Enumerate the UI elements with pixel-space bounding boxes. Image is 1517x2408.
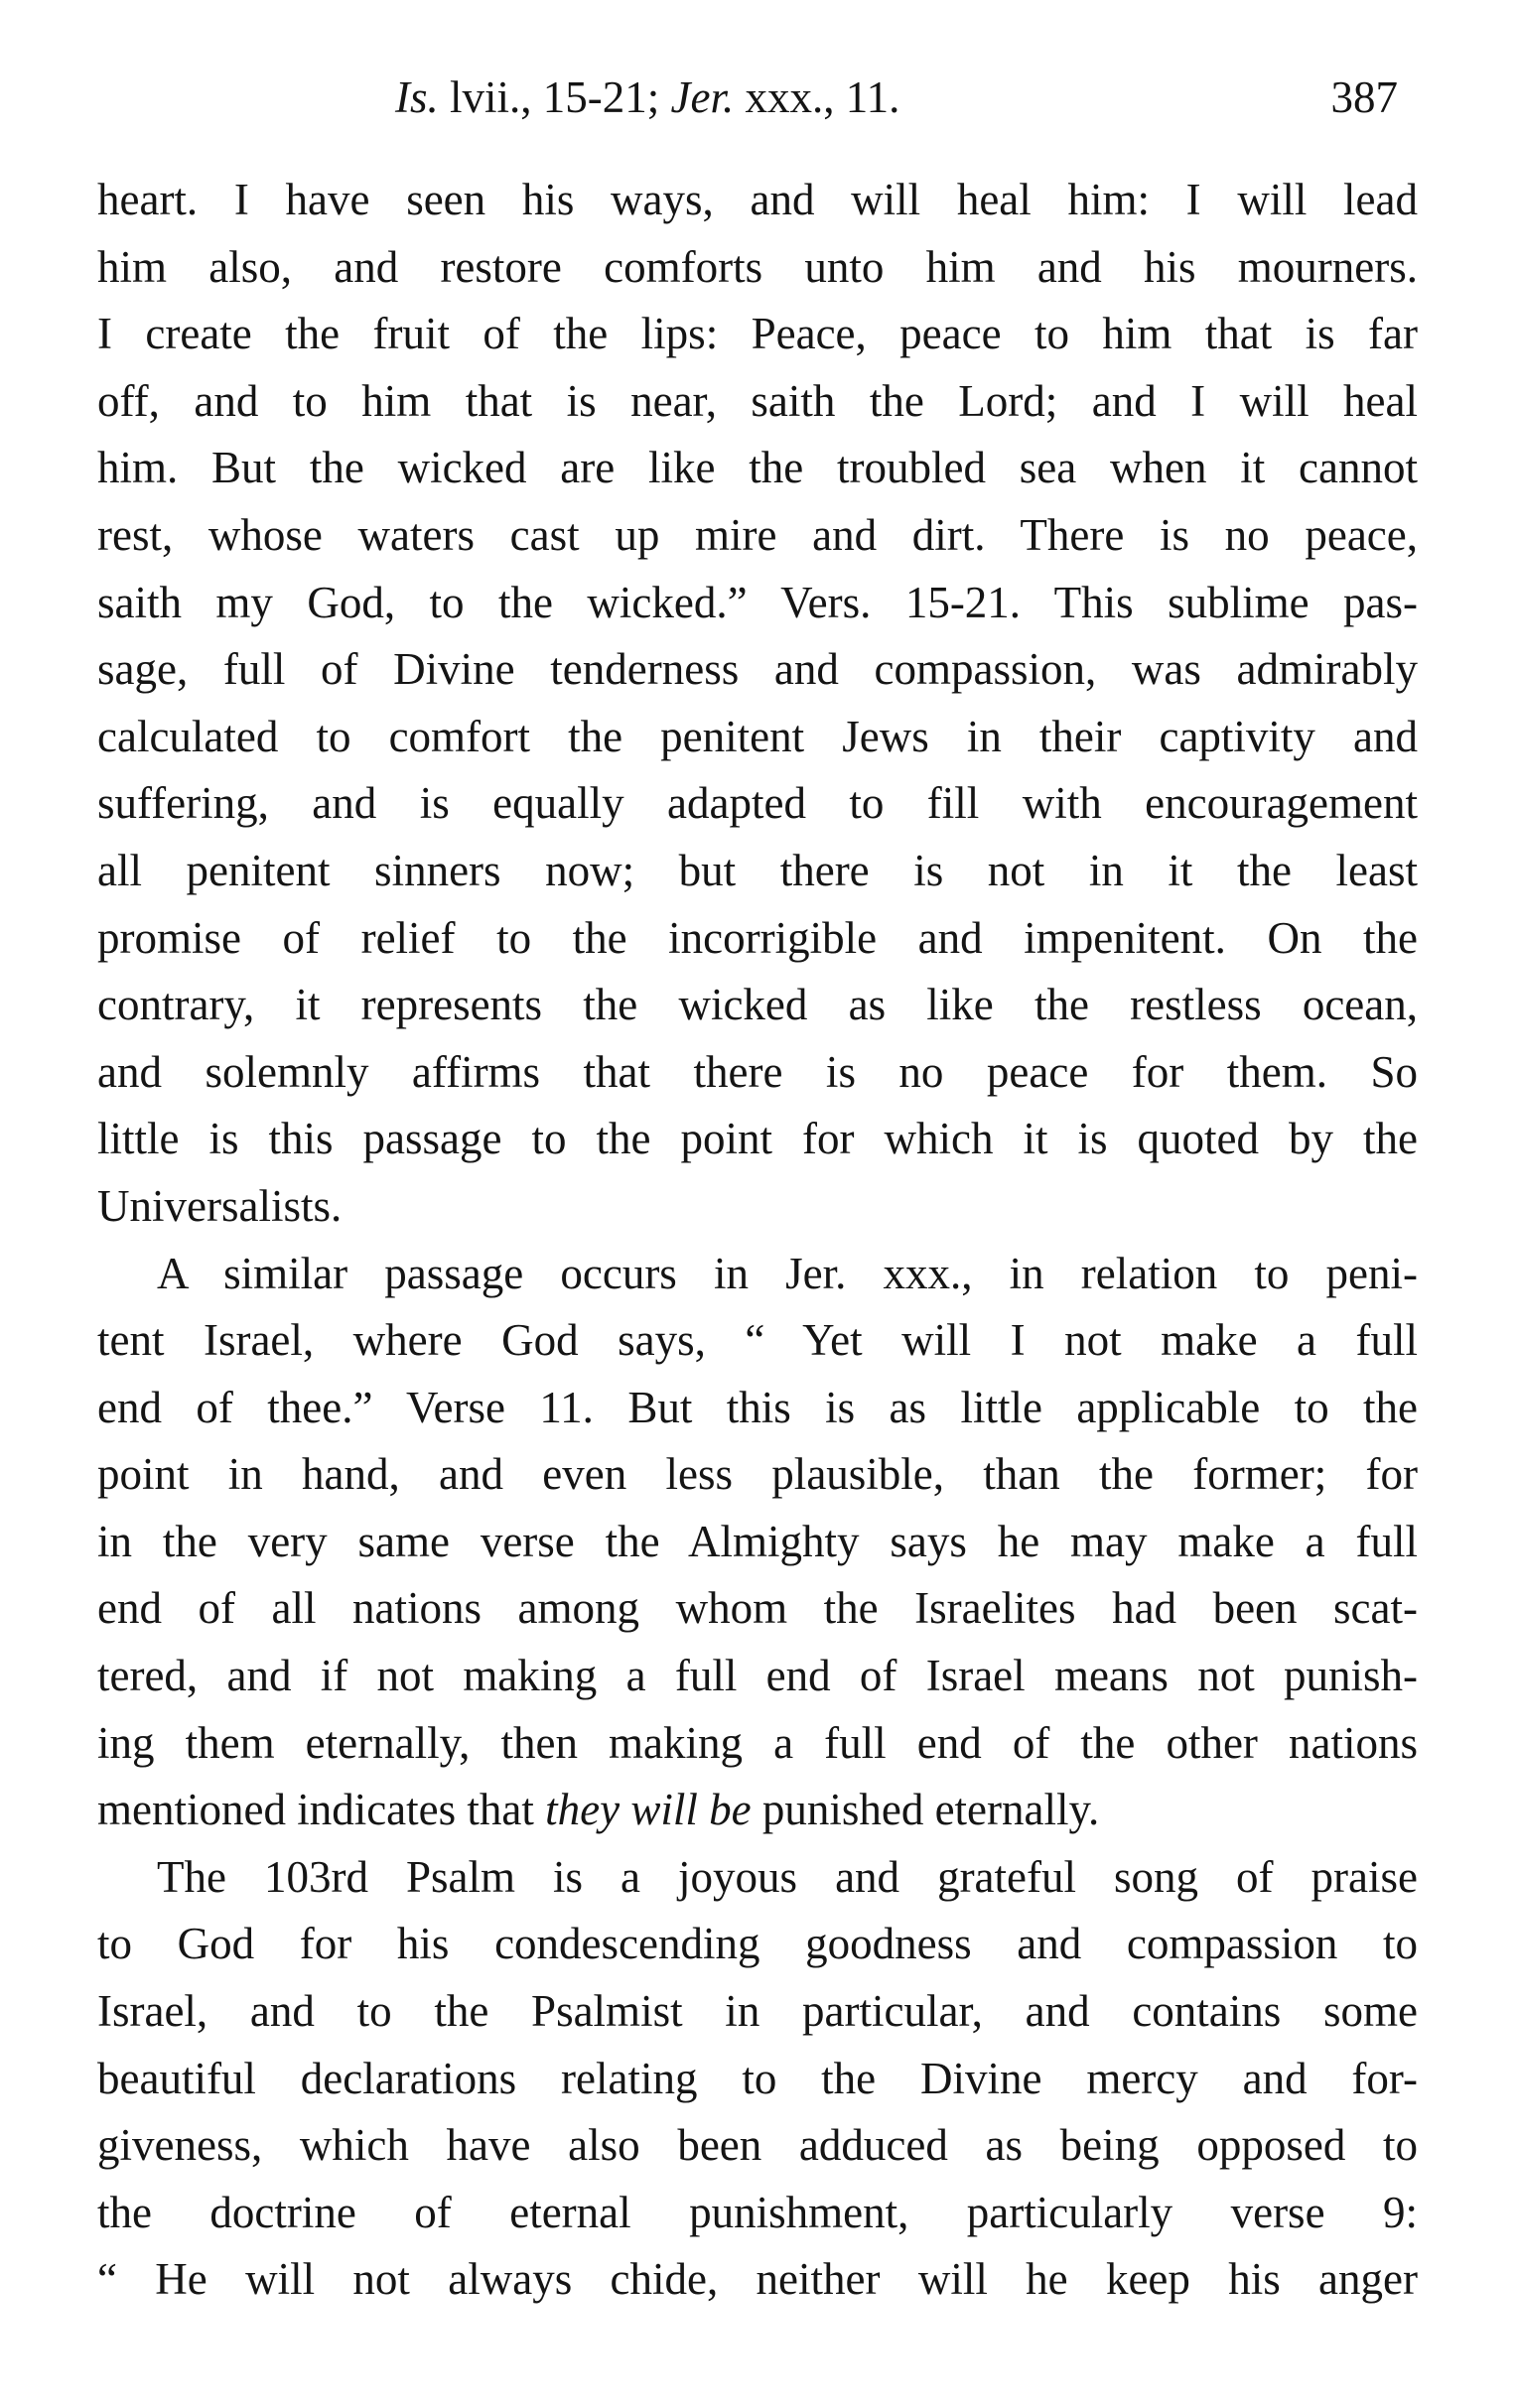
text-line: sage, full of Divine tenderness and compassion, was admirably: [97, 644, 1418, 695]
text-line: him also, and restore comforts unto him and his mourners.: [97, 241, 1418, 292]
running-head-ref2: Jer.: [670, 72, 735, 122]
text-line: “ He will not always chide, neither will he keep his anger: [97, 2254, 1418, 2305]
text-line: promise of relief to the incorrigible and impenitent. On the: [97, 912, 1418, 963]
text-line: A similar passage occurs in Jer. xxx., in relation to peni-: [157, 1248, 1418, 1298]
text-line: suffering, and is equally adapted to fill with encouragement: [97, 778, 1418, 829]
text-segment: punished eternally.: [751, 1785, 1100, 1835]
text-line: end of all nations among whom the Israelites had been scat-: [97, 1583, 1418, 1634]
text-line: in the very same verse the Almighty says he may make a full: [97, 1516, 1418, 1566]
page-number: 387: [1330, 72, 1398, 122]
text-line: Israel, and to the Psalmist in particular, and contains some: [97, 1986, 1418, 2037]
running-head: [395, 67, 899, 127]
running-head-ref1: Is.: [395, 72, 439, 122]
text-segment: mentioned indicates that: [97, 1785, 546, 1835]
text-line: heart. I have seen his ways, and will heal him: I will lead: [97, 175, 1418, 224]
text-line: [97, 1777, 1418, 1844]
text-line: tent Israel, where God says, “ Yet will I not make a full: [97, 1315, 1418, 1366]
text-line: off, and to him that is near, saith the Lord; and I will heal: [97, 375, 1418, 426]
text-line: all penitent sinners now; but there is not in it the least: [97, 845, 1418, 895]
text-line: and solemnly affirms that there is no peace for them. So: [97, 1046, 1418, 1097]
body-text: [97, 167, 1418, 2314]
italic-emphasis: they will be: [545, 1785, 752, 1835]
running-head-ref1-rest: lvii., 15-21;: [438, 72, 671, 122]
text-line: I create the fruit of the lips: Peace, peace to him that is far: [97, 309, 1418, 359]
text-line: The 103rd Psalm is a joyous and grateful song of praise: [157, 1851, 1418, 1902]
text-line: to God for his condescending goodness and compassion to: [97, 1919, 1419, 1969]
text-line: him. But the wicked are like the troubled sea when it cannot: [97, 443, 1418, 493]
text-line: beautiful declarations relating to the Divine mercy and for-: [97, 2053, 1418, 2103]
running-head-ref2-rest: xxx., 11.: [734, 72, 900, 122]
page-header: [0, 67, 1517, 137]
text-line: the doctrine of eternal punishment, particularly verse 9:: [97, 2187, 1418, 2237]
text-line: contrary, it represents the wicked as like the restless ocean,: [97, 980, 1418, 1030]
text-line: Universalists.: [97, 1180, 343, 1231]
text-line: giveness, which have also been adduced as being opposed to: [97, 2120, 1418, 2171]
text-line: rest, whose waters cast up mire and dirt. There is no peace,: [97, 509, 1418, 560]
text-line: saith my God, to the wicked.” Vers. 15-21. This sublime pas-: [97, 577, 1418, 627]
text-line: end of thee.” Verse 11. But this is as little applicable to the: [97, 1382, 1418, 1432]
text-line: point in hand, and even less plausible, than the former; for: [97, 1449, 1418, 1500]
text-line: ing them eternally, then making a full end of the other nations: [97, 1717, 1418, 1768]
paragraph-3: [97, 1844, 1418, 2314]
text-line: tered, and if not making a full end of Israel means not punish-: [97, 1651, 1418, 1701]
paragraph-2: [97, 1241, 1418, 1844]
text-line: little is this passage to the point for which it is quoted by the: [97, 1114, 1419, 1164]
text-line: calculated to comfort the penitent Jews in their captivity and: [97, 711, 1418, 761]
paragraph-1: [97, 167, 1418, 1241]
